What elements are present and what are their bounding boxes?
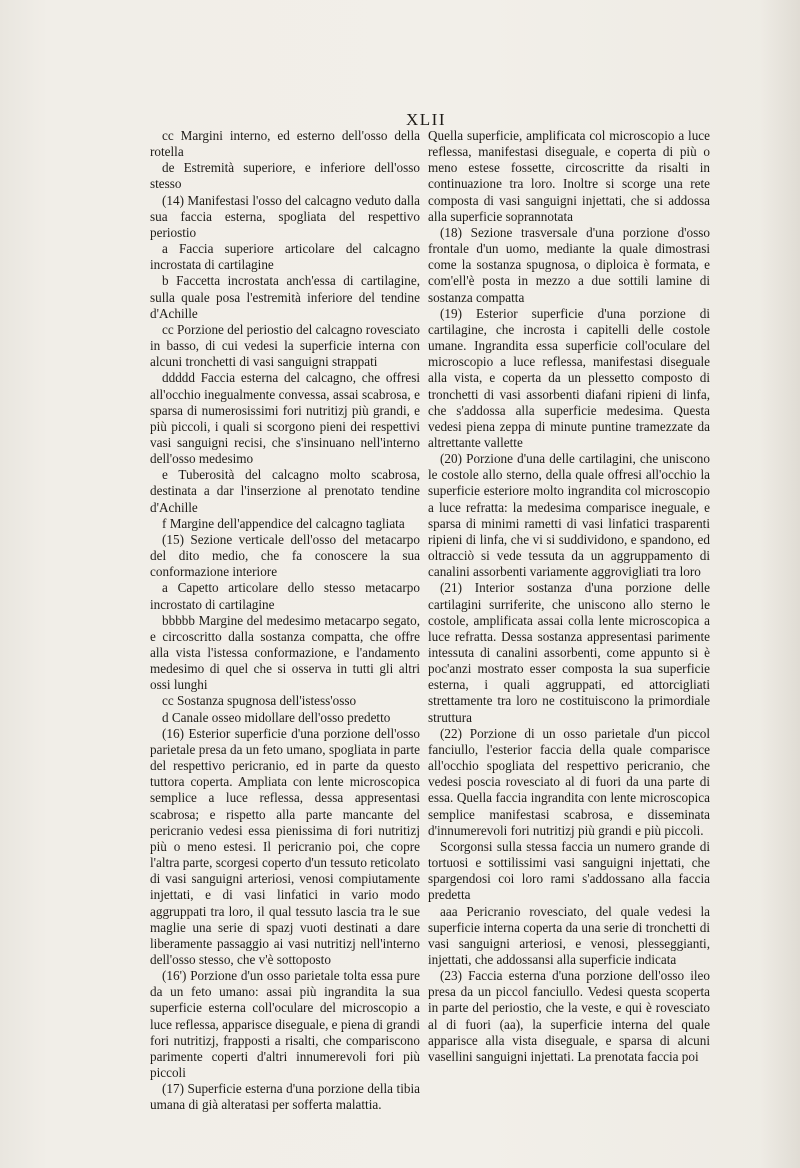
text-paragraph: bbbbb Margine del medesimo metacarpo segato, e circoscritto dalla sostanza compatta, che offre alla vista l'istessa conformazione, e l'andamento medesimo di quel che si osserva in tutti gli altri ossi lunghi: [150, 612, 420, 693]
text-paragraph: a Faccia superiore articolare del calcagno incrostata di cartilagine: [150, 241, 420, 273]
page-number: XLII: [406, 110, 446, 129]
right-text-column: [428, 128, 710, 1065]
text-paragraph: cc Porzione del periostio del calcagno rovesciato in basso, di cui vedesi la superficie interna con alcuni tronchetti di vasi sanguigni strappati: [150, 321, 420, 370]
text-paragraph: (20) Porzione d'una delle cartilagini, che uniscono le costole allo sterno, della quale offresi all'occhio la superficie esteriore molto ingrandita col microscopio a luce refratta: la medesima comparisce ineguale, e sparsa di minimi rametti di vasi linfatici trasparenti ripieni di linfa, che vi si suddividono, e spandono, ed oltracciò si vede tessuta da un aggruppamento di canalini assorbenti variamente aggrovigliati tra loro: [428, 451, 710, 580]
text-paragraph: cc Margini interno, ed esterno dell'osso della rotella: [150, 128, 420, 160]
text-paragraph: cc Sostanza spugnosa dell'istess'osso: [162, 693, 357, 709]
text-paragraph: aaa Pericranio rovesciato, del quale vedesi la superficie interna coperta da una serie di tronchetti di vasi sanguigni arteriosi, e venosi, plesseggianti, injettati, che addossansi alla superficie indicata: [428, 903, 710, 967]
left-text-column: [150, 128, 420, 1114]
text-paragraph: (17) Superficie esterna d'una porzione della tibia umana di già alteratasi per sofferta malattia.: [150, 1081, 420, 1113]
text-paragraph: a Capetto articolare dello stesso metacarpo incrostato di cartilagine: [150, 580, 420, 612]
text-paragraph: (15) Sezione verticale dell'osso del metacarpo del dito medio, che fa conoscere la sua conformazione interiore: [150, 531, 420, 580]
text-paragraph: e Tuberosità del calcagno molto scabrosa, destinata a dar l'inserzione al prenotato tendine d'Achille: [150, 467, 420, 515]
text-paragraph: Quella superficie, amplificata col microscopio a luce reflessa, manifestasi diseguale, e coperta di più o meno estese fossette, circoscritte da risalti in continuazione tra loro. Inoltre si scorge una rete composta di vasi sanguigni injettati, che si addossa alla superficie soprannotata: [428, 128, 710, 224]
text-paragraph: (16') Porzione d'un osso parietale tolta essa pure da un feto umano: assai più ingrandita la sua superficie esterna coll'oculare del microscopio a luce reflessa, apparisce diseguale, e piena di grandi fori nutritizj, frapposti a risalti, che compariscono parimente coperti d'altri innumerevoli fori più piccoli: [150, 968, 420, 1081]
text-paragraph: (22) Porzione di un osso parietale d'un piccol fanciullo, l'esterior faccia della quale comparisce all'occhio spogliata del respettivo pericranio, che vedesi poscia rovesciato al di fuori da una parte di essa. Quella faccia ingrandita con lente microscopica semplice manifestasi scabrosa, e disseminata d'innumerevoli fori nutritizj più grandi e più piccoli.: [428, 725, 710, 838]
text-paragraph: b Faccetta incrostata anch'essa di cartilagine, sulla quale posa l'estremità inferiore del tendine d'Achille: [150, 273, 420, 321]
text-paragraph: (19) Esterior superficie d'una porzione di cartilagine, che incrosta i capitelli delle costole umane. Ingrandita essa superficie coll'oculare del microscopio a luce reflessa, manifestasi diseguale alla vista, e coperta da un plessetto composto di tronchetti di vasi assorbenti diafani ripieni di linfa, che s'addossa alla superficie medesima. Questa vedesi piena zeppa di minute puntine tramezzate da altrettante vallette: [428, 305, 710, 450]
text-paragraph: (23) Faccia esterna d'una porzione dell'osso ileo presa da un piccol fanciullo. Vedesi questa scoperta in parte del periostio, che la veste, e qui è rovesciato al di fuori (aa), la superficie interna del quale apparisce alla vista diseguale, e sparsa di alcuni vasellini sanguigni injettati. La prenotata faccia poi: [428, 968, 710, 1064]
text-paragraph: ddddd Faccia esterna del calcagno, che offresi all'occhio inegualmente convessa, assai scabrosa, e sparsa di numerosissimi fori nutritizj più grandi, e più piccoli, i quali si scorgono pieni dei respettivi vasi sanguigni recisi, che s'insinuano nell'interno dell'osso medesimo: [150, 370, 420, 467]
text-paragraph: (21) Interior sostanza d'una porzione delle cartilagini surriferite, che uniscono allo sterno le costole, amplificata assai colla lente microscopica a luce refratta. Dessa sostanza appresentasi parimente intessuta di canalini assorbenti, come appunto si è poc'anzi mostrato esser composta la sua superficie esterna, i quali aggruppati, ed attorcigliati strettamente tra loro ne costituiscono la primordiale struttura: [428, 580, 710, 725]
text-paragraph: f Margine dell'appendice del calcagno tagliata: [162, 515, 405, 531]
text-paragraph: d Canale osseo midollare dell'osso predetto: [162, 709, 391, 725]
page-edge-shadow: [760, 0, 800, 1168]
text-paragraph: (18) Sezione trasversale d'una porzione d'osso frontale d'un uomo, mediante la quale dimostrasi come la sostanza spugnosa, o diploica è formata, e com'ell'è posta in mezzo a due sottili lamine di sostanza compatta: [428, 224, 710, 305]
text-paragraph: Scorgonsi sulla stessa faccia un numero grande di tortuosi e sottilissimi vasi sanguigni injettati, che spargendosi coi loro rami s'addossano alla faccia predetta: [428, 838, 710, 903]
text-paragraph: (16) Esterior superficie d'una porzione dell'osso parietale presa da un feto umano, spogliata in parte del respettivo pericranio, ed in parte da questo tuttora coperta. Ampliata con lente microscopica semplice a luce reflessa, dessa appresentasi scabrosa; e rispetto alla parte mancante del pericranio vedesi essa pienissima di fori nutritizj più o meno estesi. Il pericranio poi, che copre l'altra parte, scorgesi coperto d'un tessuto reticolato di vasi sanguigni arteriosi, venosi compiutamente injettati, e di vasi linfatici in vario modo aggruppati tra loro, il qual tessuto lascia tra le sue maglie una serie di spazj vuoti destinati a dare liberamente passaggio ai vasi nutritizj nell'interno dell'osso stesso, che v'è sottoposto: [150, 725, 421, 967]
text-paragraph: de Estremità superiore, e inferiore dell'osso stesso: [150, 160, 420, 192]
text-paragraph: (14) Manifestasi l'osso del calcagno veduto dalla sua faccia esterna, spogliata del respettivo periostio: [150, 192, 420, 240]
